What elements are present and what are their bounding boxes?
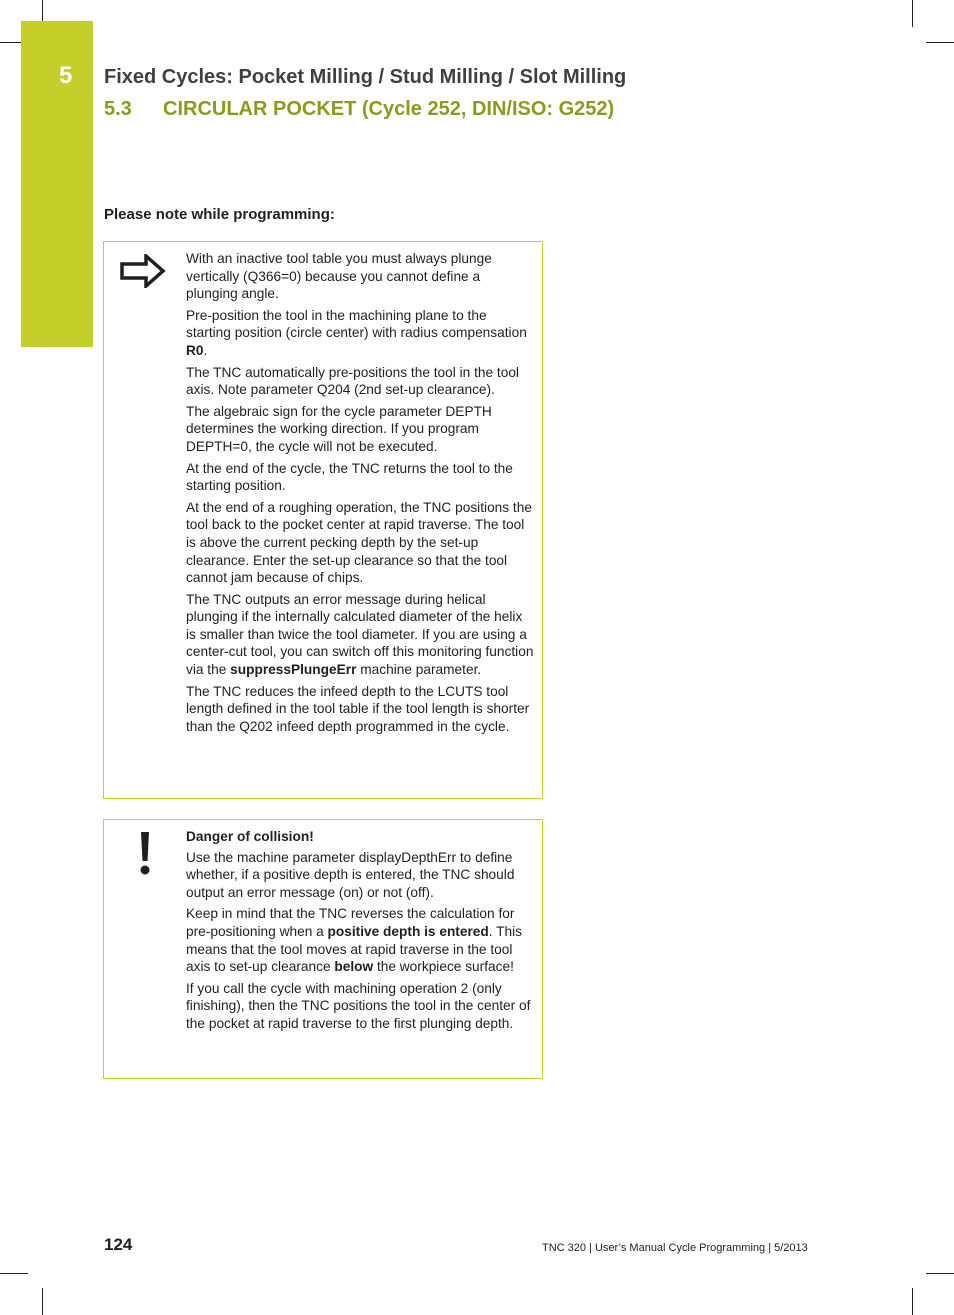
- warning-text-run: the workpiece surface!: [373, 959, 514, 975]
- section-number: 5.3: [104, 98, 132, 120]
- chapter-tab: [21, 21, 93, 347]
- chapter-number: 5: [59, 62, 73, 89]
- crop-mark-bottom-left: [42, 1288, 43, 1315]
- notes-heading: Please note while programming:: [104, 206, 335, 223]
- warning-paragraph: Use the machine parameter displayDepthErr to define whether, if a positive depth is entered, the TNC should output an error message (on) or not (off).: [186, 849, 515, 900]
- note-paragraph: [186, 307, 534, 360]
- note-text-run: Pre-position the tool in the machining plane to the starting position (circle center) with radius compensation: [186, 307, 527, 341]
- note-text-run: .: [203, 342, 208, 358]
- crop-mark-top-right: [912, 0, 913, 27]
- crop-mark-bottom-right: [926, 1273, 954, 1274]
- note-paragraph: The algebraic sign for the cycle parameter DEPTH determines the working direction. If you program DEPTH=0, the cycle will not be executed.: [186, 403, 492, 454]
- note-paragraph: With an inactive tool table you must always plunge vertically (Q366=0) because you cannot define a plunging angle.: [186, 251, 492, 302]
- warning-text-run: Keep in mind that the TNC reverses the calculation for pre-positioning when a: [186, 906, 515, 939]
- crop-mark-bottom-left: [0, 1273, 28, 1274]
- note-text: [186, 250, 534, 739]
- page-number: 124: [104, 1235, 133, 1254]
- warning-heading: [186, 828, 534, 846]
- note-text-bold: R0: [186, 342, 204, 358]
- warning-heading-text: Danger of collision!: [186, 829, 314, 844]
- note-paragraph: [186, 591, 534, 679]
- footer-text: TNC 320 | User’s Manual Cycle Programming | 5/2013: [542, 1242, 808, 1254]
- exclamation-icon: [138, 830, 152, 881]
- note-paragraph: The TNC reduces the infeed depth to the LCUTS tool length defined in the tool table if the tool length is shorter than the Q202 infeed depth programmed in the cycle.: [186, 683, 530, 734]
- warning-text-bold: positive depth is entered: [327, 923, 489, 939]
- warning-text: [186, 828, 534, 1037]
- warning-text-bold: below: [334, 959, 374, 975]
- note-text-run: The TNC outputs an error message during helical plunging if the internally calculated diameter of the helix is smaller than twice the tool diameter. If you are using a center-cut tool, you can switch off this monitoring function via the: [186, 591, 534, 678]
- note-box: [103, 241, 543, 799]
- note-paragraph: At the end of the cycle, the TNC returns the tool to the starting position.: [186, 460, 513, 494]
- warning-box: [103, 819, 543, 1079]
- note-text-bold: suppressPlungeErr: [230, 662, 357, 678]
- warning-paragraph: If you call the cycle with machining operation 2 (only finishing), then the TNC positions the tool in the center of the pocket at rapid traverse to the first plunging depth.: [186, 980, 531, 1031]
- crop-mark-bottom-right: [912, 1288, 913, 1315]
- warning-paragraph: [186, 905, 534, 975]
- note-paragraph: At the end of a roughing operation, the TNC positions the tool back to the pocket center at rapid traverse. The tool is above the current pecking depth by the set-up clearance. Enter the set-up clearance so that the tool cannot jam because of chips.: [186, 499, 532, 586]
- warning-text-run: . This means that the tool moves at rapid traverse in the tool axis to set-up clearance: [186, 923, 522, 975]
- chapter-title: Fixed Cycles: Pocket Milling / Stud Milling / Slot Milling: [104, 66, 627, 88]
- crop-mark-top-right: [926, 42, 954, 43]
- section-title: CIRCULAR POCKET (Cycle 252, DIN/ISO: G252): [163, 98, 615, 120]
- note-text-run: machine parameter.: [356, 662, 482, 678]
- note-paragraph: The TNC automatically pre-positions the tool in the tool axis. Note parameter Q204 (2nd set-up clearance).: [186, 364, 519, 398]
- right-arrow-icon: [120, 254, 166, 293]
